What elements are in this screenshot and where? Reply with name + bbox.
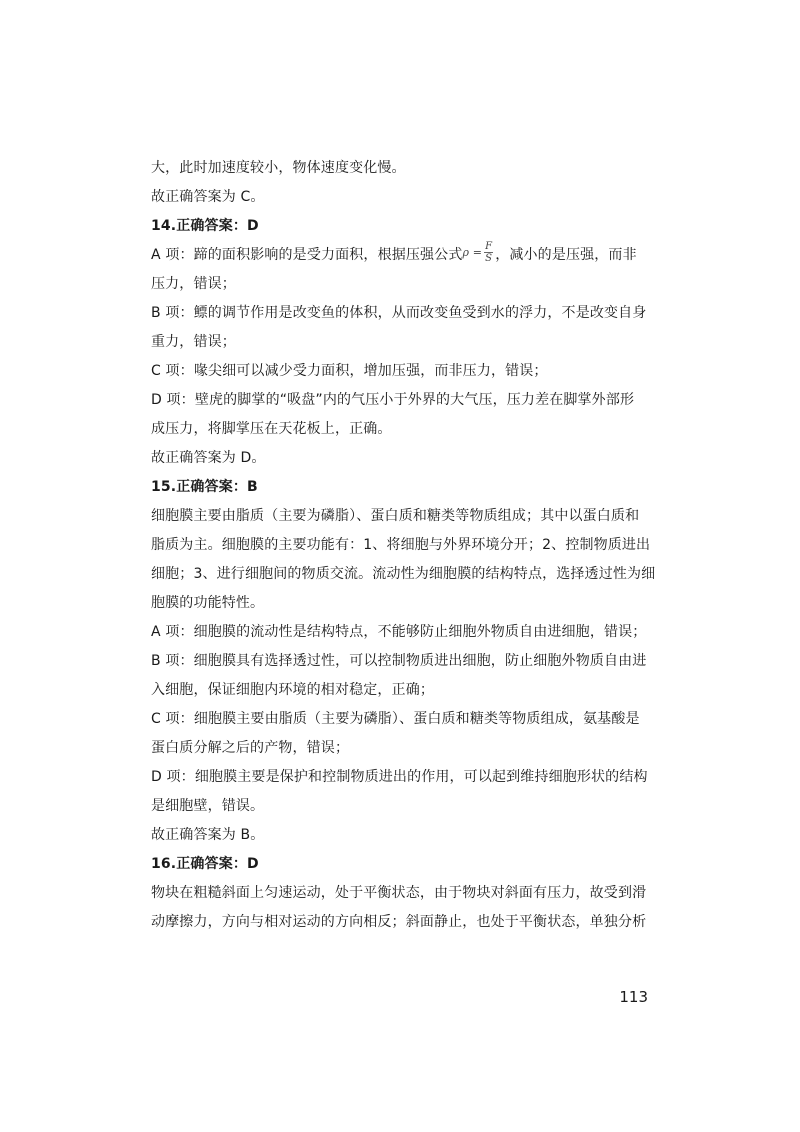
question-heading: 16.正确答案：D [151, 856, 259, 872]
text-segment: ，减小的是压强，而非 [495, 247, 637, 263]
text-line: B 项：鳔的调节作用是改变鱼的体积，从而改变鱼受到水的浮力，不是改变自身 [151, 305, 647, 321]
text-line: C 项：喙尖细可以减少受力面积，增加压强，而非压力，错误； [151, 363, 548, 379]
text-line: B 项：细胞膜具有选择透过性，可以控制物质进出细胞，防止细胞外物质自由进 [151, 653, 647, 669]
text-line: 大，此时加速度较小，物体速度变化慢。 [151, 160, 406, 176]
answer-line: 故正确答案为 D。 [151, 450, 266, 466]
text-line: 脂质为主。细胞膜的主要功能有：1、将细胞与外界环境分开；2、控制物质进出 [151, 537, 651, 553]
answer-line: 故正确答案为 C。 [151, 189, 265, 205]
text-line: 蛋白质分解之后的产物，错误； [151, 740, 350, 756]
text-line: 物块在粗糙斜面上匀速运动，处于平衡状态，由于物块对斜面有压力，故受到滑 [151, 885, 647, 901]
text-line: A 项：细胞膜的流动性是结构特点，不能够防止细胞外物质自由进细胞，错误； [151, 624, 647, 640]
question-heading: 15.正确答案：B [151, 479, 258, 495]
text-line: C 项：细胞膜主要由脂质（主要为磷脂）、蛋白质和糖类等物质组成，氨基酸是 [151, 711, 640, 727]
text-line: 重力，错误； [151, 334, 236, 350]
text-line-with-formula [151, 241, 651, 270]
text-segment: A 项：蹄的面积影响的是受力面积，根据压强公式 [151, 247, 463, 263]
formula-denominator: S [485, 252, 493, 264]
formula-lhs: ρ = [462, 246, 483, 259]
text-line: 是细胞壁，错误。 [151, 798, 265, 814]
text-line: 压力，错误； [151, 276, 236, 292]
text-line: D 项：壁虎的脚掌的“吸盘”内的气压小于外界的大气压，压力差在脚掌外部形 [151, 392, 635, 408]
page-number: 113 [619, 988, 648, 1006]
text-line: 胞膜的功能特性。 [151, 595, 265, 611]
text-line: 细胞；3、进行细胞间的物质交流。流动性为细胞膜的结构特点，选择透过性为细 [151, 566, 656, 582]
question-heading: 14.正确答案：D [151, 218, 259, 234]
text-line: 入细胞，保证细胞内环境的相对稳定，正确； [151, 682, 434, 698]
text-line: 细胞膜主要由脂质（主要为磷脂）、蛋白质和糖类等物质组成；其中以蛋白质和 [151, 508, 640, 524]
text-line: 成压力，将脚掌压在天花板上，正确。 [151, 421, 392, 437]
text-line: 动摩擦力，方向与相对运动的方向相反；斜面静止，也处于平衡状态，单独分析 [151, 914, 647, 930]
formula-numerator: F [485, 240, 493, 252]
answer-line: 故正确答案为 B。 [151, 827, 265, 843]
pressure-formula-fraction [484, 241, 493, 264]
text-line: D 项：细胞膜主要是保护和控制物质进出的作用，可以起到维持细胞形状的结构 [151, 769, 648, 785]
document-body [151, 154, 656, 937]
